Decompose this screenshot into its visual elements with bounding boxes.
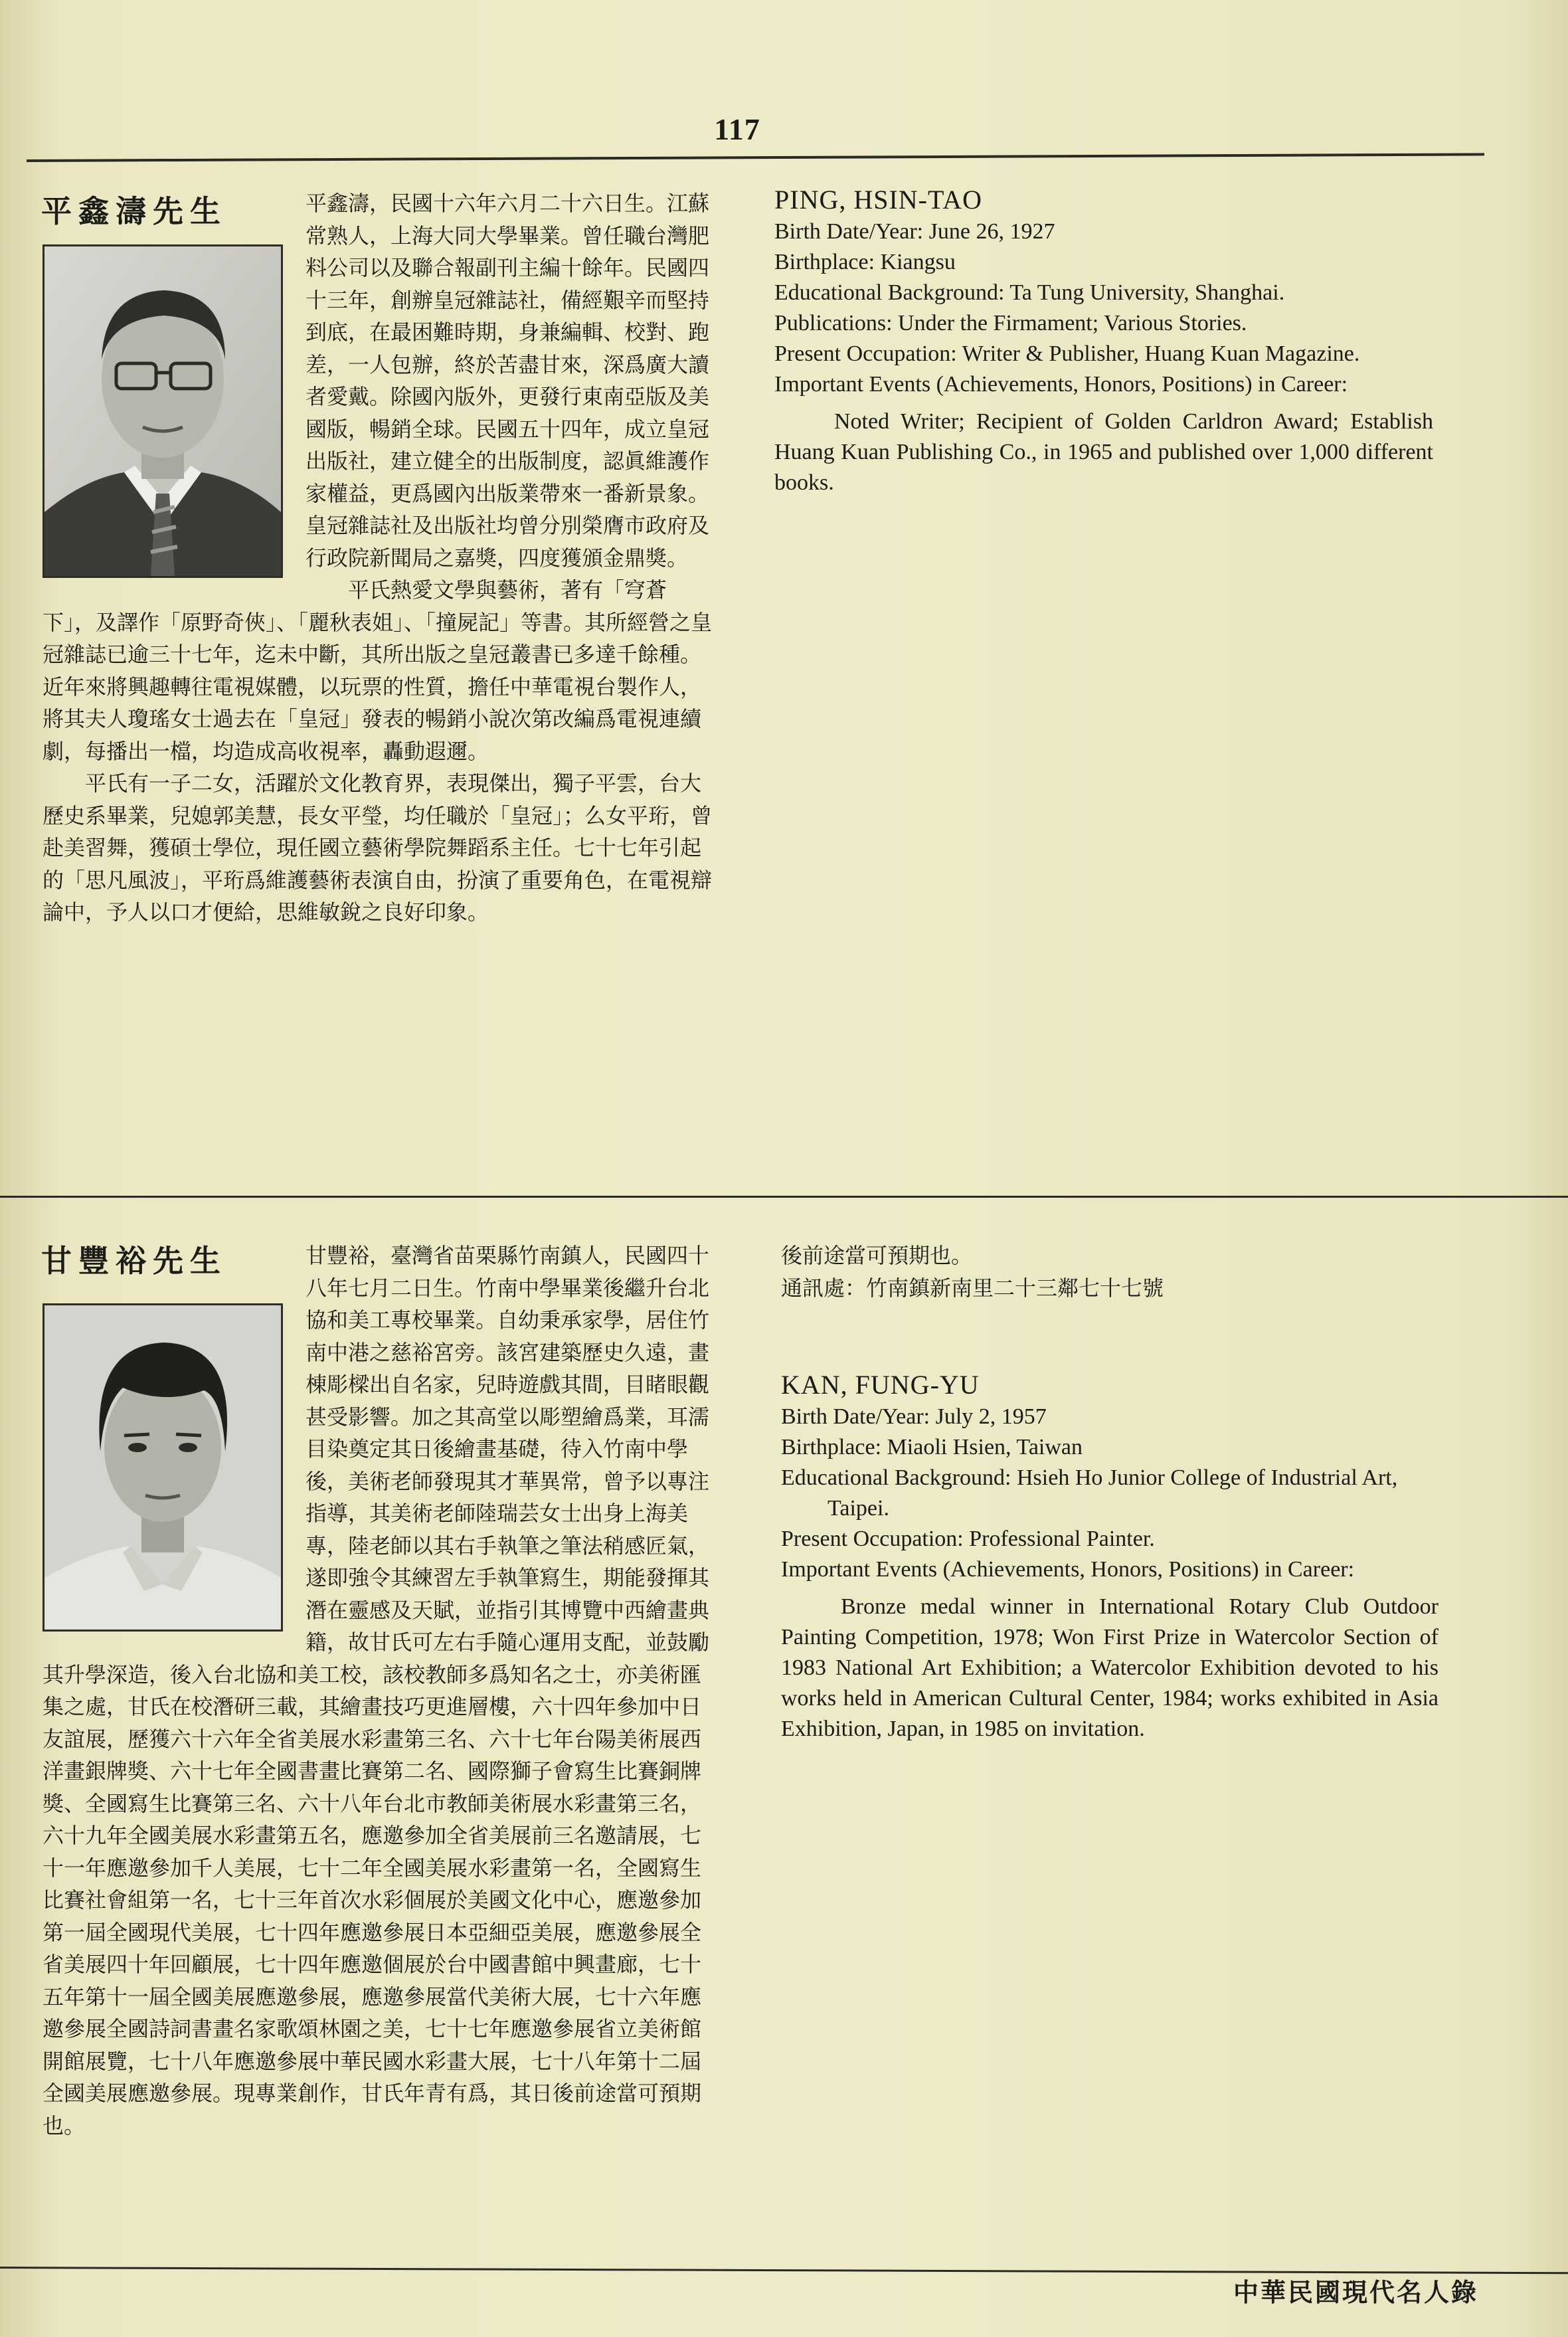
entry-2-chinese-bio bbox=[43, 1240, 713, 2142]
entry-1-birthplace: Birthplace: Kiangsu bbox=[774, 250, 956, 274]
entry-2-name-en: KAN, FUNG-YU bbox=[781, 1370, 980, 1400]
entry-1-publications: Publications: Under the Firmament; Various Stories. bbox=[774, 311, 1247, 335]
entry-2-zh-paragraph-1: 甘豐裕，臺灣省苗栗縣竹南鎮人，民國四十八年七月二日生。竹南中學畢業後繼升台北協和美工專校畢業。自幼秉承家學，居住竹南中港之慈裕宮旁。該宮建築歷史久遠，畫棟彫樑出自名家，兒時遊戲其間，目睹眼觀甚受影響。加之其高堂以彫塑繪爲業，耳濡目染奠定其日後繪畫基礎，待入竹南中學後，美術老師發現其才華異常，曾予以專注指導，其美術老師陸瑞芸女士出身上海美專，陸老師以其右手執筆之筆法稍感匠氣，遂即強令其練習左手執筆寫生，期能發揮其潛在靈感及天賦，並指引其博覽中西繪畫典籍，故甘氏可左右手隨心運用支配，並鼓勵其升學深造，後入台北協和美工校，該校教師多爲知名之士，亦美術匯集之處，甘氏在校潛研三載，其繪畫技巧更進層樓，六十四年參加中日友誼展，歷獲六十六年全省美展水彩畫第三名、六十七年台陽美術展西洋畫銀牌獎、六十七年全國書畫比賽第二名、國際獅子會寫生比賽銅牌獎、全國寫生比賽第三名、六十八年台北市教師美術展水彩畫第三名，六十九年全國美展水彩畫第五名，應邀參加全省美展前三名邀請展，七十一年應邀參加千人美展，七十二年全國美展水彩畫第一名，全國寫生比賽社會組第一名，七十三年首次水彩個展於美國文化中心，應邀參加第一屆全國現代美展，七十四年應邀參展日本亞細亞美展，應邀參展全省美展四十年回顧展，七十四年應邀個展於台中國書館中興畫廊，七十五年第十一屆全國美展應邀參展，應邀參展當代美術大展，七十六年應邀參展全國詩詞書畫名家歌頌林園之美，七十七年應邀參展省立美術館開館展覽，七十八年應邀參展中華民國水彩畫大展，七十八年第十二屆全國美展應邀參展。現專業創作，甘氏年青有爲，其日後前途當可預期也。 bbox=[43, 1243, 710, 2138]
text-wrap-spacer bbox=[43, 1240, 305, 1638]
entry-1-birth-date: Birth Date/Year: June 26, 1927 bbox=[774, 219, 1055, 244]
entry-1-education: Educational Background: Ta Tung University, Shanghai. bbox=[774, 280, 1285, 305]
entry-2-english-bio bbox=[781, 1370, 1438, 1744]
entry-1-events-text: Noted Writer; Recipient of Golden Carldron Award; Establish Huang Kuan Publishing Co., in 1965 and published over 1,000 different books. bbox=[774, 409, 1433, 495]
entry-2-birthplace: Birthplace: Miaoli Hsien, Taiwan bbox=[781, 1435, 1083, 1459]
header-rule bbox=[27, 153, 1484, 162]
entry-2-occupation: Present Occupation: Professional Painter. bbox=[781, 1527, 1155, 1551]
entry-2-zh-tail: 後前途當可預期也。 bbox=[781, 1243, 973, 1268]
entry-2-name-zh: 甘豐裕先生 bbox=[41, 1243, 227, 1279]
section-divider bbox=[0, 1196, 1568, 1198]
entry-1-events-heading: Important Events (Achievements, Honors, Positions) in Career: bbox=[774, 372, 1348, 397]
entry-2-chinese-continuation bbox=[781, 1240, 1432, 1304]
entry-1-zh-paragraph-3: 平氏有一子二女，活躍於文化教育界，表現傑出，獨子平雲，台大歷史系畢業，兒媳郭美慧，長女平瑩，均任職於「皇冠」；么女平珩，曾赴美習舞，獲碩士學位，現任國立藝術學院舞蹈系主任。七十七年引起的「思凡風波」，平珩爲維護藝術表演自由，扮演了重要角色，在電視辯論中，予人以口才便給，思維敏銳之良好印象。 bbox=[43, 771, 713, 925]
entry-2-address: 通訊處：竹南鎮新南里二十三鄰七十七號 bbox=[781, 1275, 1164, 1301]
entry-2-events-text: Bronze medal winner in International Rotary Club Outdoor Painting Competition, 1978; Won First Prize in Watercolor Section of 1983 National Art Exhibition; a Watercolor Exhibition devoted to his works held in American Cultural Center, 1984; works exhibited in Asia Exhibition, Japan, in 1985 on invitation. bbox=[781, 1594, 1438, 1741]
entry-2-events-heading: Important Events (Achievements, Honors, Positions) in Career: bbox=[781, 1557, 1355, 1582]
book-title-footer: 中華民國現代名人錄 bbox=[1233, 2278, 1478, 2307]
text-wrap-spacer bbox=[43, 187, 305, 586]
entry-1-zh-paragraph-1: 平鑫濤，民國十六年六月二十六日生。江蘇常熟人，上海大同大學畢業。曾任職台灣肥料公司以及聯合報副刊主編十餘年。民國四十三年，創辦皇冠雜誌社，備經艱辛而堅持到底，在最困難時期，身兼編輯、校對、跑差，一人包辦，終於苦盡甘來，深爲廣大讀者愛戴。除國內版外，更發行東南亞版及美國版，暢銷全球。民國五十四年，成立皇冠出版社，建立健全的出版制度，認眞維護作家權益，更爲國內出版業帶來一番新景象。皇冠雜誌社及出版社均曾分別榮膺市政府及行政院新聞局之嘉獎，四度獲頒金鼎獎。 bbox=[305, 191, 710, 571]
entry-1-zh-paragraph-2: 平氏熱愛文學與藝術，著有「穹蒼下」，及譯作「原野奇俠」、「麗秋表姐」、「撞屍記」等書。其所經營之皇冠雜誌已逾三十七年，迄未中斷，其所出版之皇冠叢書已多達千餘種。近年來將興趣轉往電視媒體，以玩票的性質，擔任中華電視台製作人，將其夫人瓊瑤女士過去在「皇冠」發表的暢銷小說次第改編爲電視連續劇，每播出一檔，均造成高收視率，轟動遐邇。 bbox=[43, 577, 713, 764]
entry-2-birth-date: Birth Date/Year: July 2, 1957 bbox=[781, 1404, 1047, 1429]
entry-1-english-bio bbox=[774, 185, 1433, 498]
entry-1-occupation: Present Occupation: Writer & Publisher, Huang Kuan Magazine. bbox=[774, 341, 1360, 366]
entry-1-name-en: PING, HSIN-TAO bbox=[774, 185, 983, 215]
entry-1-chinese-bio bbox=[43, 187, 713, 929]
entry-1-name-zh: 平鑫濤先生 bbox=[41, 193, 227, 229]
entry-2-education: Educational Background: Hsieh Ho Junior College of Industrial Art, Taipei. bbox=[781, 1465, 1398, 1521]
page-number: 117 bbox=[714, 112, 760, 146]
